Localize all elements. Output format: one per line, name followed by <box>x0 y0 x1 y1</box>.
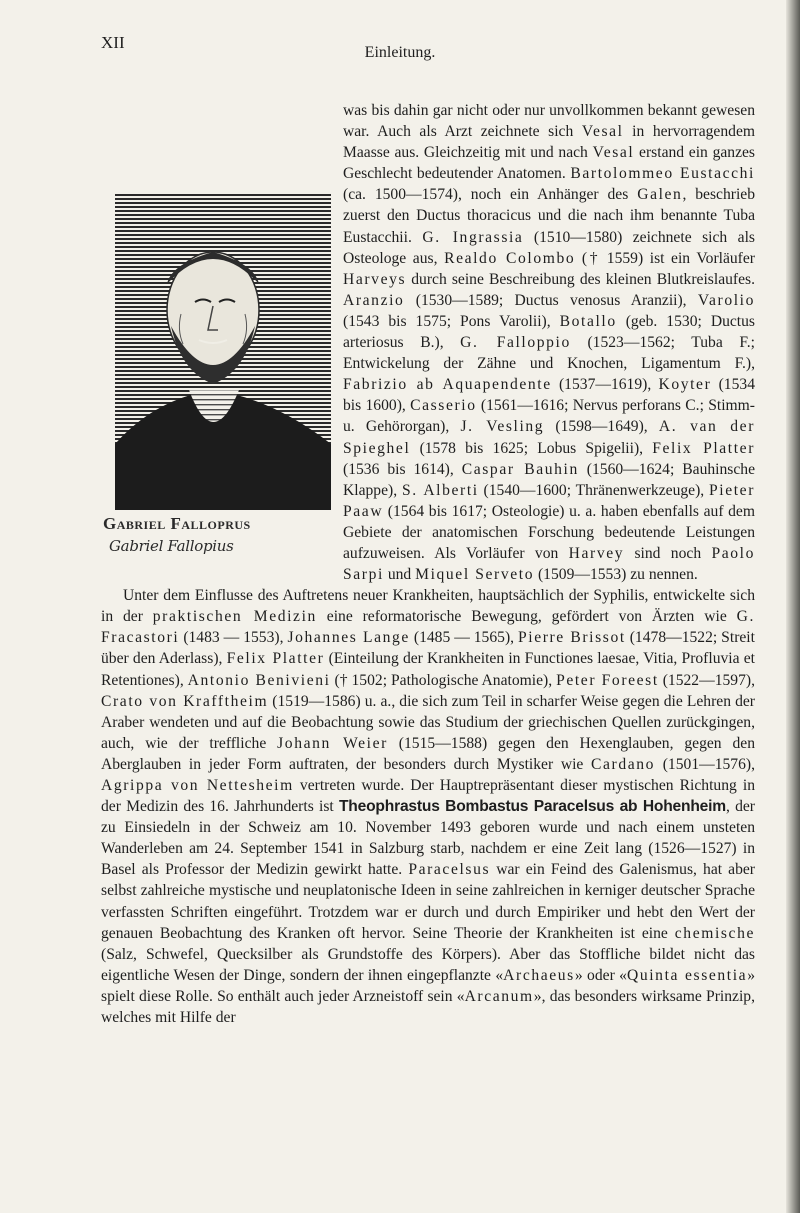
paragraph: Unter dem Einflusse des Auftretens neuer Krankheiten, hauptsächlich der Syphilis, entwickelte sich in der praktischen Medizin eine reformatorische Bewegung, gefördert von Ärzten wie G. Fracastori (1483 — 1553), Johannes Lange (1485 — 1565), Pierre Brissot (1478—1522; Streit über den Aderlass), Felix Platter (Einteilung der Krankheiten in Functiones laesae, Vitia, Profluvia et Retentiones), Antonio Benivieni († 1502; Pathologische Anatomie), Peter Foreest (1522—1597), Crato von Krafftheim (1519—1586) u. a., die sich zum Teil in scharfer Weise gegen die Lehren der Araber wendeten und auf die Beobachtung sowie das Studium der griechischen Quellen zurückgingen, auch, wie der treffliche Johann Weier (1515—1588) gegen den Hexenglauben, gegen den Aberglauben in jeder Form auftraten, der besonders durch Mystiker wie Cardano (1501—1576), Agrippa von Nettesheim vertreten wurde. Der Hauptrepräsentant dieser mystischen Richtung in der Medizin des 16. Jahrhunderts ist Theophrastus Bombastus Paracelsus ab Hohenheim, der zu Einsiedeln in der Schweiz am 10. November 1493 geboren wurde und nach einem unsteten Wanderleben am 24. September 1541 in Salzburg starb, nachdem er eine Zeit lang (1526—1527) in Basel als Professor der Medizin gewirkt hatte. Paracelsus war ein Feind des Galenismus, hat aber selbst zahlreiche mystische und neuplatonische Ideen in seine zahlreichen in kerniger deutscher Sprache verfassten Schriften eingeführt. Trotzdem war er durch und durch Empiriker und hebt den Wert der genauen Beobachtung des Kranken oft hervor. Seine Theorie der Krankheiten ist eine chemische (Salz, Schwefel, Quecksilber als Grundstoffe des Körpers). Aber das Stoffliche bildet nicht das eigentliche Wesen der Dinge, sondern der ihnen eingepflanzte «Archaeus» oder «Quinta essentia» spielt diese Rolle. So enthält auch jeder Arzneistoff sein «Arcanum», das besonders wirksame Prinzip, welches mit Hilfe der <box>101 587 756 1027</box>
portrait-signature: Gabriel Fallopius <box>109 537 234 555</box>
running-head: Einleitung. <box>364 44 436 61</box>
body-text <box>101 100 755 1028</box>
portrait-engraving <box>95 194 331 510</box>
page-number: XII <box>101 33 125 52</box>
portrait-caption-name: Gabriel Falloprus <box>103 514 251 533</box>
portrait-figure <box>95 194 331 570</box>
paragraph: was bis dahin gar nicht oder nur unvollkommen bekannt gewesen war. Auch als Arzt zeichnete sich Vesal in hervorragendem Maasse aus. Gleichzeitig mit und nach Vesal erstand ein ganzes Geschlecht bedeutender Anatomen. Bartolommeo Eustacchi (ca. 1500—1574), noch ein Anhänger des Galen, beschrieb zuerst den Ductus thoracicus und die nach ihm benannte Tuba Eustacchii. G. Ingrassia (1510—1580) zeichnete sich als Osteologe aus, Realdo Colombo († 1559) ist ein Vorläufer Harveys durch seine Beschreibung des kleinen Blutkreislaufes. Aranzio (1530—1589; Ductus venosus Aranzii), Varolio (1543 bis 1575; Pons Varolii), Botallo (geb. 1530; Ductus arteriosus B.), G. Falloppio (1523—1562; Tuba F.; Entwickelung der Zähne und Knochen, Ligamentum F.), Fabrizio ab Aquapendente (1537—1619), Koyter (1534 bis 1600), Casserio (1561—1616; Nervus perforans C.; Stimm- u. Gehörorgan), J. Vesling (1598—1649), A. van der Spieghel (1578 bis 1625; Lobus Spigelii), Felix Platter (1536 bis 1614), Caspar Bauhin (1560—1624; Bauhinsche Klappe), S. Alberti (1540—1600; Thränenwerkzeuge), Pieter Paaw (1564 bis 1617; Osteologie) u. a. haben ebenfalls auf dem Gebiete der anatomischen Forschung bedeutende Leistungen aufzuweisen. Als Vorläufer von Harvey sind noch Paolo Sarpi und Miquel Serveto (1509—1553) zu nennen. <box>343 102 756 584</box>
page-edge-shadow <box>786 0 800 1213</box>
